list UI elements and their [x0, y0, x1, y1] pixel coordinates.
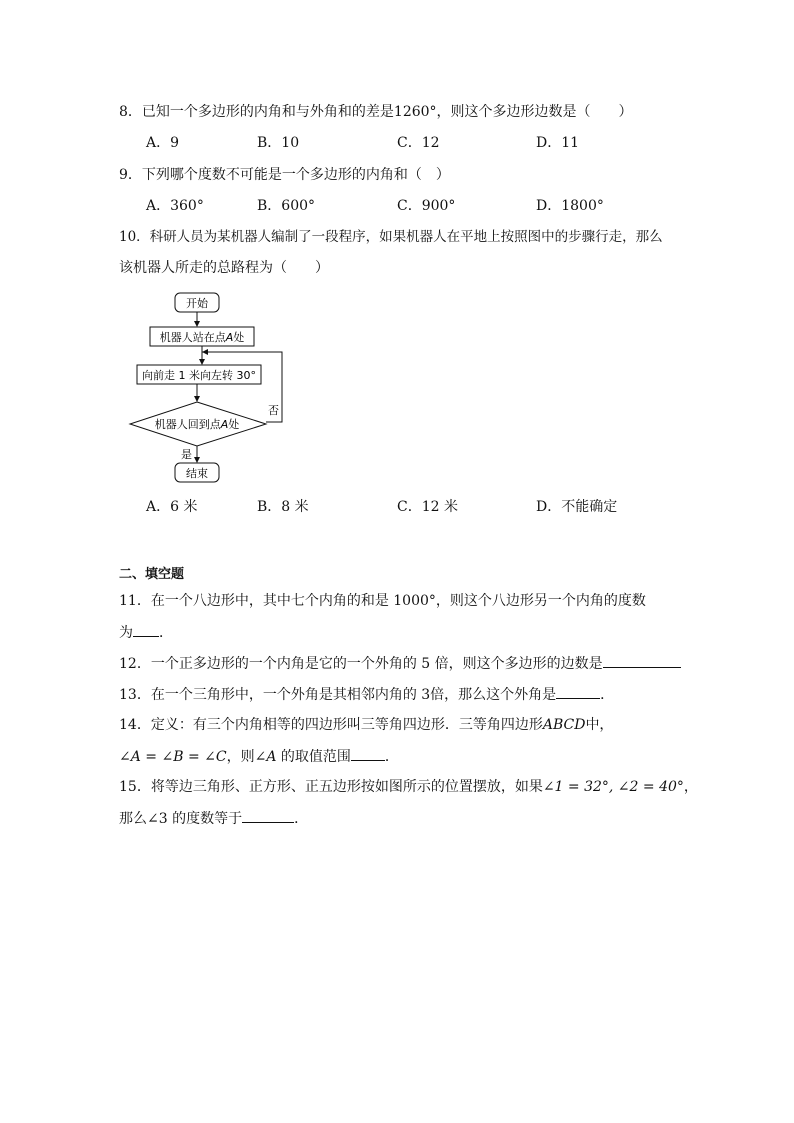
q12-text: 12．一个正多边形的一个内角是它的一个外角的 5 倍，则这个多边形的边数是: [119, 656, 603, 672]
q14-angle-equation: ∠A = ∠B = ∠C: [119, 749, 227, 765]
q14-text: 14．定义：有三个内角相等的四边形叫三等角四边形．三等角四边形: [119, 717, 543, 733]
q8-option-b: B．10: [257, 135, 300, 151]
q9-option-b: B．600°: [257, 198, 316, 214]
q13-suffix: ．: [600, 687, 615, 703]
q9-option-a: A．360°: [146, 198, 204, 214]
q9-option-c: C．900°: [397, 198, 456, 214]
flowchart-no-label: 否: [268, 404, 279, 417]
q10-option-a: A．6 米: [146, 499, 198, 515]
question-11-line2: [119, 622, 173, 643]
q10-option-d: D．不能确定: [536, 499, 618, 515]
question-9-stem: 9．下列哪个度数不可能是一个多边形的内角和（ ）: [119, 167, 450, 183]
q11-suffix: ．: [159, 625, 173, 641]
q12-answer-blank[interactable]: [603, 653, 681, 668]
flowchart-step2-label: 向前走 1 米向左转 30°: [142, 369, 256, 382]
q14-mid: ，则∠: [226, 749, 267, 765]
q15-suffix: ．: [294, 811, 309, 827]
q13-text: 13．在一个三角形中，一个外角是其相邻内角的 3倍，那么这个外角是: [119, 687, 557, 703]
q8-option-a: A．9: [146, 135, 180, 151]
section-heading-fill-in: 二、填空题: [119, 567, 185, 582]
q15-answer-blank[interactable]: [242, 808, 294, 823]
question-13: [119, 684, 614, 705]
question-10-stem-line2: 该机器人所走的总路程为（ ）: [119, 260, 329, 276]
question-10-stem-line1: 10．科研人员为某机器人编制了一段程序，如果机器人在平地上按照图中的步骤行走，那么: [119, 229, 663, 245]
q9-option-d: D．1800°: [536, 198, 604, 214]
q14-line1-end: 中，: [585, 717, 614, 733]
flowchart-decision-label: 机器人回到点A处: [154, 418, 240, 431]
flowchart-start-label: 开始: [186, 297, 208, 310]
q15-angle-values: ∠1 = 32°, ∠2 = 40°: [542, 779, 684, 795]
question-14-line2: [119, 746, 399, 767]
q10-option-b: B．8 米: [257, 499, 309, 515]
q10-option-c: C．12 米: [397, 499, 458, 515]
question-15-line1: [119, 777, 698, 797]
q11-answer-blank[interactable]: [133, 622, 159, 637]
q14-range-text: 的取值范围: [276, 749, 351, 765]
q14-suffix: ．: [384, 749, 399, 765]
q11-prefix: 为: [119, 625, 133, 641]
flowchart-yes-label: 是: [181, 448, 192, 461]
flowchart-end-label: 结束: [186, 467, 208, 480]
robot-flowchart: [125, 288, 300, 488]
q8-option-c: C．12: [397, 135, 440, 151]
question-15-line2: [119, 808, 308, 829]
q14-quadrilateral-name: ABCD: [542, 717, 586, 733]
q8-option-d: D．11: [536, 135, 580, 151]
q15-text: 15．将等边三角形、正方形、正五边形按如图所示的位置摆放，如果: [119, 779, 543, 795]
question-14-line1: [119, 715, 613, 735]
question-12: [119, 653, 681, 674]
q14-angle-var: A: [266, 749, 277, 765]
q14-answer-blank[interactable]: [351, 746, 385, 761]
question-8-stem: 8．已知一个多边形的内角和与外角和的差是1260°，则这个多边形边数是（ ）: [119, 104, 633, 120]
q15-line1-end: ，: [683, 779, 698, 795]
question-11-line1: 11．在一个八边形中，其中七个内角的和是 1000°，则这个八边形另一个内角的度数: [119, 593, 646, 609]
q13-answer-blank[interactable]: [556, 684, 600, 699]
flowchart-step1-label: 机器人站在点A处: [159, 331, 245, 344]
q15-prefix: 那么∠3 的度数等于: [119, 811, 243, 827]
